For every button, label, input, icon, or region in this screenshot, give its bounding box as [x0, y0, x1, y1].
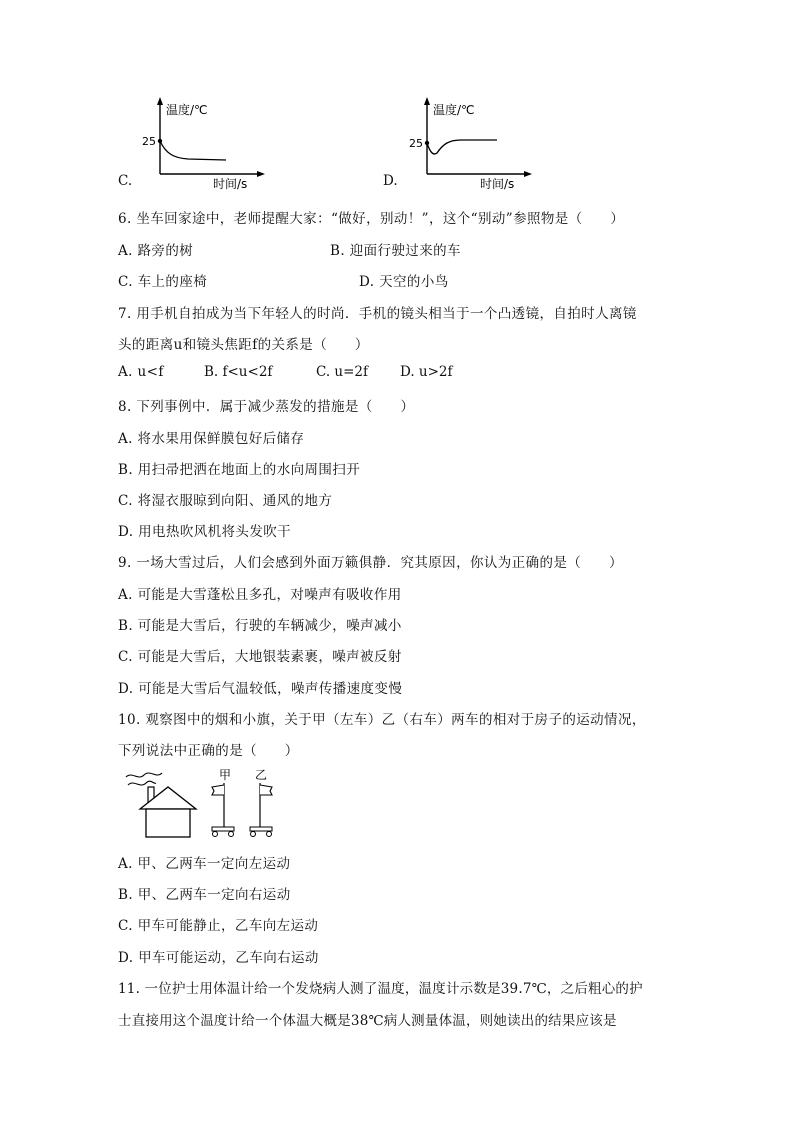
q6-option-d: D. 天空的小鸟 [359, 274, 449, 290]
q6-option-b: B. 迎面行驶过来的车 [330, 243, 461, 259]
q10-option-d: D. 甲车可能运动，乙车向右运动 [118, 950, 319, 966]
option-c-label: C. [118, 173, 133, 189]
q9-option-a: A. 可能是大雪蓬松且多孔，对噪声有吸收作用 [118, 587, 402, 603]
q7-option-b: B. f<u<2f [204, 364, 273, 380]
q7-stem-line1: 7. 用手机自拍成为当下年轻人的时尚．手机的镜头相当于一个凸透镜，自拍时人离镜 [118, 306, 637, 322]
q8-option-c: C. 将湿衣服晾到向阳、通风的地方 [118, 493, 333, 509]
q7-option-a: A. u<f [118, 364, 164, 380]
graph-c-tick: 25 [142, 135, 156, 148]
house-flags-figure [118, 765, 288, 840]
q8-option-a: A. 将水果用保鲜膜包好后储存 [118, 431, 305, 447]
graph-d-tick: 25 [409, 137, 423, 150]
q6-stem: 6. 坐车回家途中，老师提醒大家：“做好，别动！”，这个“别动”参照物是（ ） [118, 211, 625, 227]
graph-d [405, 96, 535, 192]
graph-c [138, 96, 268, 192]
q9-option-b: B. 可能是大雪后，行驶的车辆减少，噪声减小 [118, 618, 402, 634]
graph-c-xlabel: 时间/s [213, 177, 248, 191]
q11-stem-line1: 11. 一位护士用体温计给一个发烧病人测了温度，温度计示数是39.7℃，之后粗心的护 [118, 981, 643, 997]
figure-label-jia: 甲 [219, 768, 232, 782]
graph-d-xlabel: 时间/s [480, 177, 515, 191]
q9-stem: 9. 一场大雪过后，人们会感到外面万籁俱静．究其原因，你认为正确的是（ ） [118, 555, 623, 571]
q10-stem-line2: 下列说法中正确的是（ ） [118, 743, 299, 759]
q7-stem-line2: 头的距离u和镜头焦距f的关系是（ ） [118, 337, 369, 353]
q8-stem: 8. 下列事例中．属于减少蒸发的措施是（ ） [118, 399, 415, 415]
q8-option-b: B. 用扫帚把洒在地面上的水向周围扫开 [118, 462, 361, 478]
q10-option-a: A. 甲、乙两车一定向左运动 [118, 856, 291, 872]
q10-stem-line1: 10. 观察图中的烟和小旗，关于甲（左车）乙（右车）两车的相对于房子的运动情况， [118, 712, 646, 728]
q7-option-c: C. u=2f [316, 364, 369, 380]
graph-d-ylabel: 温度/℃ [433, 103, 475, 117]
q10-option-c: C. 甲车可能静止，乙车向左运动 [118, 918, 319, 934]
q11-stem-line2: 士直接用这个温度计给一个体温大概是38℃病人测量体温，则她读出的结果应该是 [118, 1013, 617, 1029]
q9-option-d: D. 可能是大雪后气温较低，噪声传播速度变慢 [118, 681, 403, 697]
q10-option-b: B. 甲、乙两车一定向右运动 [118, 887, 291, 903]
q7-option-d: D. u>2f [400, 364, 453, 380]
option-d-label: D. [383, 173, 398, 189]
figure-label-yi: 乙 [255, 768, 268, 782]
q9-option-c: C. 可能是大雪后，大地银装素裹，噪声被反射 [118, 649, 402, 665]
graph-c-ylabel: 温度/℃ [166, 103, 208, 117]
q8-option-d: D. 用电热吹风机将头发吹干 [118, 524, 292, 540]
q6-option-c: C. 车上的座椅 [118, 274, 208, 290]
q6-option-a: A. 路旁的树 [118, 243, 194, 259]
